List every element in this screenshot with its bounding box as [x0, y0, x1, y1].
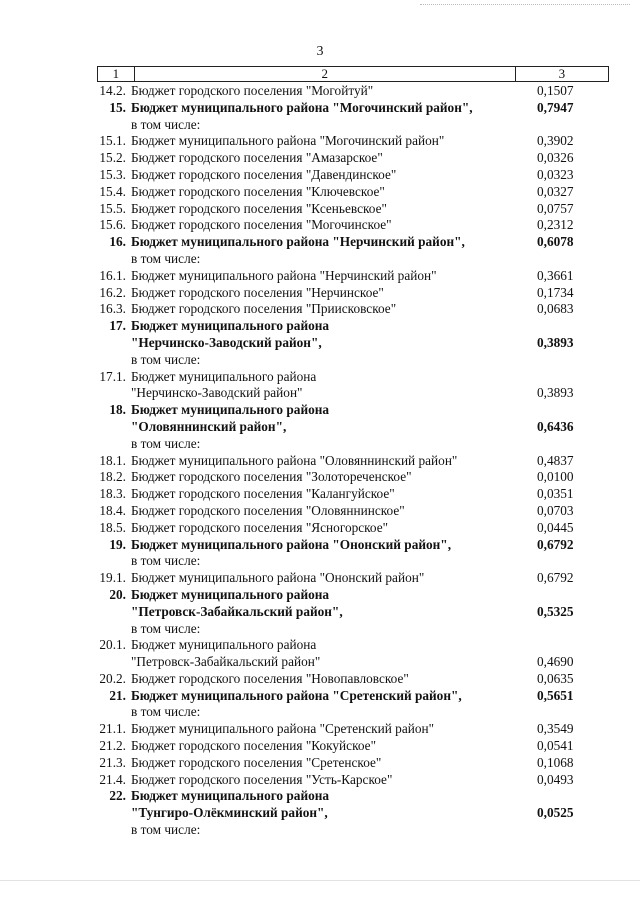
row-text: "Нерчинско-Заводский район": [131, 385, 303, 401]
table-row: [0, 167, 640, 184]
row-text: Бюджет городского поселения "Давендинское": [131, 166, 397, 182]
table-row: [0, 234, 640, 251]
row-text: "Петровск-Забайкальский район",: [131, 603, 343, 619]
row-text: Бюджет муниципального района "Нерчинский район": [131, 267, 437, 283]
row-text: Бюджет городского поселения "Могочинское": [131, 217, 392, 233]
table-row: [0, 402, 640, 419]
row-text: в том числе:: [131, 250, 201, 266]
row-text: Бюджет муниципального района: [131, 788, 330, 804]
row-number: 21.2.: [99, 738, 126, 754]
row-value: 0,0683: [537, 301, 574, 317]
row-text: Бюджет городского поселения "Приисковское": [131, 301, 397, 317]
row-number: 21.3.: [99, 754, 126, 770]
row-number: 21.1.: [99, 721, 126, 737]
row-text: Бюджет городского поселения "Амазарское": [131, 150, 383, 166]
table-row: [0, 201, 640, 218]
row-text: в том числе:: [131, 620, 201, 636]
row-text: в том числе:: [131, 553, 201, 569]
table-row: [0, 285, 640, 302]
row-text: Бюджет городского поселения "Оловяннинское": [131, 502, 405, 518]
table-row: [0, 251, 640, 268]
row-text: Бюджет городского поселения "Ксеньевское": [131, 200, 387, 216]
row-number: 16.1.: [99, 267, 126, 283]
table-row: [0, 385, 640, 402]
table-row: [0, 755, 640, 772]
budget-rows: [0, 83, 640, 839]
row-number: 20.1.: [99, 637, 126, 653]
table-row: [0, 100, 640, 117]
row-text: "Тунгиро-Олёкминский район",: [131, 805, 328, 821]
row-text: Бюджет городского поселения "Новопавловское": [131, 670, 409, 686]
row-number: 17.1.: [99, 368, 126, 384]
row-number: 15.4.: [99, 183, 126, 199]
row-value: 0,0326: [537, 150, 574, 166]
table-row: [0, 537, 640, 554]
table-row: [0, 469, 640, 486]
row-text: Бюджет муниципального района: [131, 402, 330, 418]
row-value: 0,4690: [537, 654, 574, 670]
row-value: 0,5651: [537, 687, 574, 703]
row-value: 0,6792: [537, 570, 574, 586]
row-text: в том числе:: [131, 435, 201, 451]
row-text: Бюджет муниципального района "Ононский район",: [131, 536, 452, 552]
row-number: 17.: [109, 318, 126, 334]
row-value: 0,4837: [537, 452, 574, 468]
table-row: [0, 453, 640, 470]
row-value: 0,0323: [537, 166, 574, 182]
row-text: "Петровск-Забайкальский район": [131, 654, 321, 670]
table-row: [0, 637, 640, 654]
row-text: Бюджет муниципального района "Сретенский район": [131, 721, 435, 737]
row-text: Бюджет муниципального района "Могочинский район",: [131, 99, 473, 115]
row-value: 0,1507: [537, 83, 574, 98]
row-value: 0,0351: [537, 486, 574, 502]
row-value: 0,0493: [537, 771, 574, 787]
table-row: [0, 587, 640, 604]
row-text: Бюджет городского поселения "Кокуйское": [131, 738, 377, 754]
row-number: 14.2.: [99, 83, 126, 98]
row-text: Бюджет городского поселения "Усть-Карское": [131, 771, 393, 787]
table-row: [0, 83, 640, 100]
table-row: [0, 150, 640, 167]
row-value: 0,6078: [537, 234, 574, 250]
row-text: Бюджет городского поселения "Сретенское": [131, 754, 382, 770]
row-number: 20.2.: [99, 670, 126, 686]
row-text: Бюджет муниципального района "Ононский район": [131, 570, 425, 586]
table-row: [0, 772, 640, 789]
row-number: 22.: [109, 788, 126, 804]
row-number: 15.6.: [99, 217, 126, 233]
row-number: 18.4.: [99, 502, 126, 518]
row-number: 15.2.: [99, 150, 126, 166]
row-number: 21.: [109, 687, 126, 703]
table-row: [0, 805, 640, 822]
row-value: 0,5325: [537, 603, 574, 619]
row-number: 19.1.: [99, 570, 126, 586]
row-value: 0,0445: [537, 519, 574, 535]
row-text: "Нерчинско-Заводский район",: [131, 334, 322, 350]
table-row: [0, 738, 640, 755]
column-header-row: [98, 67, 609, 82]
row-text: в том числе:: [131, 704, 201, 720]
row-value: 0,3661: [537, 267, 574, 283]
row-number: 15.: [109, 99, 126, 115]
row-value: 0,3893: [537, 385, 574, 401]
row-number: 21.4.: [99, 771, 126, 787]
column-header-table: [97, 66, 609, 82]
row-value: 0,3902: [537, 133, 574, 149]
row-text: в том числе:: [131, 822, 201, 838]
row-text: Бюджет муниципального района: [131, 586, 330, 602]
table-row: [0, 503, 640, 520]
table-row: [0, 721, 640, 738]
page-bottom-edge: [0, 880, 640, 881]
table-row: [0, 486, 640, 503]
row-value: 0,1068: [537, 754, 574, 770]
row-number: 15.5.: [99, 200, 126, 216]
table-row: [0, 520, 640, 537]
table-row: [0, 788, 640, 805]
row-value: 0,7947: [537, 99, 574, 115]
row-text: Бюджет муниципального района: [131, 637, 317, 653]
table-row: [0, 621, 640, 638]
table-row: [0, 436, 640, 453]
table-row: [0, 117, 640, 134]
table-row: [0, 335, 640, 352]
table-row: [0, 553, 640, 570]
row-text: Бюджет городского поселения "Золотореченское": [131, 469, 412, 485]
row-value: 0,3893: [537, 334, 574, 350]
table-row: [0, 301, 640, 318]
row-number: 20.: [109, 586, 126, 602]
row-value: 0,0635: [537, 670, 574, 686]
row-value: 0,0100: [537, 469, 574, 485]
row-text: Бюджет городского поселения "Нерчинское": [131, 284, 384, 300]
row-text: Бюджет муниципального района: [131, 368, 317, 384]
row-text: Бюджет городского поселения "Могойтуй": [131, 83, 374, 98]
table-row: [0, 268, 640, 285]
row-value: 0,6436: [537, 418, 574, 434]
column-header-3: 3: [515, 67, 608, 82]
row-text: Бюджет муниципального района: [131, 318, 330, 334]
row-number: 18.2.: [99, 469, 126, 485]
table-row: [0, 654, 640, 671]
table-row: [0, 352, 640, 369]
top-scan-rule: [420, 4, 630, 5]
row-number: 18.5.: [99, 519, 126, 535]
row-value: 0,0757: [537, 200, 574, 216]
row-text: Бюджет муниципального района "Могочинский район": [131, 133, 445, 149]
table-row: [0, 704, 640, 721]
row-number: 15.3.: [99, 166, 126, 182]
row-value: 0,1734: [537, 284, 574, 300]
table-row: [0, 318, 640, 335]
table-row: [0, 184, 640, 201]
row-text: Бюджет городского поселения "Ясногорское": [131, 519, 389, 535]
row-number: 19.: [109, 536, 126, 552]
row-text: в том числе:: [131, 116, 201, 132]
table-row: [0, 688, 640, 705]
row-text: Бюджет городского поселения "Ключевское": [131, 183, 385, 199]
row-text: Бюджет муниципального района "Оловяннинский район": [131, 452, 458, 468]
column-header-2: 2: [134, 67, 515, 82]
row-value: 0,0703: [537, 502, 574, 518]
row-value: 0,2312: [537, 217, 574, 233]
row-text: "Оловяннинский район",: [131, 418, 287, 434]
table-row: [0, 604, 640, 621]
row-number: 18.3.: [99, 486, 126, 502]
table-row: [0, 671, 640, 688]
row-text: в том числе:: [131, 351, 201, 367]
row-number: 16.2.: [99, 284, 126, 300]
row-number: 16.: [109, 234, 126, 250]
row-value: 0,3549: [537, 721, 574, 737]
row-value: 0,6792: [537, 536, 574, 552]
row-number: 15.1.: [99, 133, 126, 149]
row-number: 18.1.: [99, 452, 126, 468]
table-row: [0, 570, 640, 587]
row-number: 16.3.: [99, 301, 126, 317]
row-text: Бюджет городского поселения "Калангуйское": [131, 486, 395, 502]
row-number: 18.: [109, 402, 126, 418]
row-value: 0,0327: [537, 183, 574, 199]
row-value: 0,0541: [537, 738, 574, 754]
table-row: [0, 822, 640, 839]
table-row: [0, 133, 640, 150]
table-row: [0, 419, 640, 436]
table-row: [0, 369, 640, 386]
row-text: Бюджет муниципального района "Нерчинский район",: [131, 234, 465, 250]
page-number: 3: [316, 44, 324, 59]
row-text: Бюджет муниципального района "Сретенский район",: [131, 687, 462, 703]
row-value: 0,0525: [537, 805, 574, 821]
table-row: [0, 217, 640, 234]
column-header-1: 1: [98, 67, 135, 82]
